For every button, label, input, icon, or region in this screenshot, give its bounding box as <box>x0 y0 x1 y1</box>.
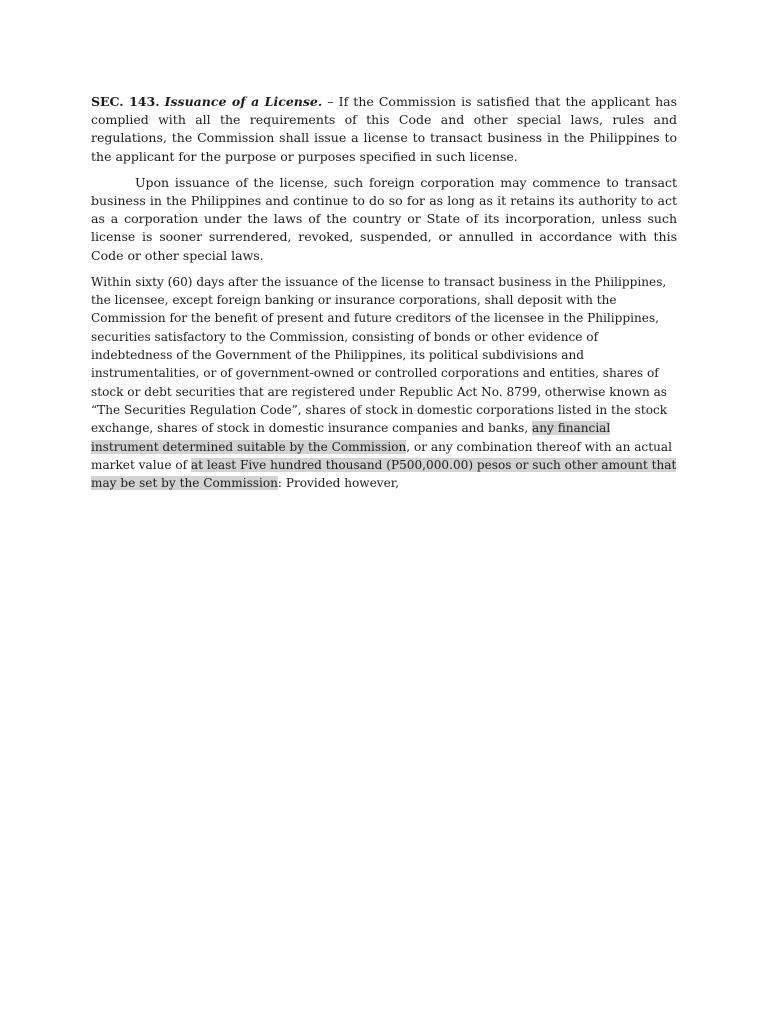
deposit-requirement-paragraph <box>91 273 677 493</box>
section-143-paragraph <box>91 93 677 166</box>
deposit-text-1: Within sixty (60) days after the issuance of the license to transact business in the Philippines, the licensee, except foreign banking or insurance corporations, shall deposit with the Commission for the benefit of present and future creditors of the licensee in the Philippines, securities satisfactory to the Commission, consisting of bonds or other evidence of indebtedness of the Government of the Philippines, its political subdivisions and instrumentalities, or of government-owned or controlled corporations and entities, shares of stock or debt securities that are registered under Republic Act No. 8799, otherwise known as “The Securities Regulation Code”, shares of stock in domestic corporations listed in the stock exchange, shares of stock in domestic insurance companies and banks, <box>91 274 668 436</box>
license-effect-paragraph: Upon issuance of the license, such foreign corporation may commence to transact business in the Philippines and continue to do so for as long as it retains its authority to act as a corporation under the laws of the country or State of its incorporation, unless such license is sooner surrendered, revoked, suspended, or annulled in accordance with this Code or other special laws. <box>91 174 677 263</box>
section-body: – If the Commission is satisfied that the applicant has complied with all the requirements of this Code and other special laws, rules and regulations, the Commission shall issue a license to transact business in the Philippines to the applicant for the purpose or purposes specified in such license. <box>91 94 677 164</box>
highlighted-amount: at least Five hundred thousand (P500,000.00) pesos or such other amount that may be set by the Commission <box>91 457 677 491</box>
highlighted-financial-instrument: any financial instrument determined suitable by the Commission <box>91 421 611 454</box>
document-text <box>91 93 677 500</box>
section-number: SEC. 143. <box>91 94 160 109</box>
deposit-text-2: , or any combination thereof with an actual market value of <box>91 439 672 472</box>
section-title: Issuance of a License. <box>164 94 323 109</box>
deposit-text-3: : Provided however, <box>277 476 400 491</box>
